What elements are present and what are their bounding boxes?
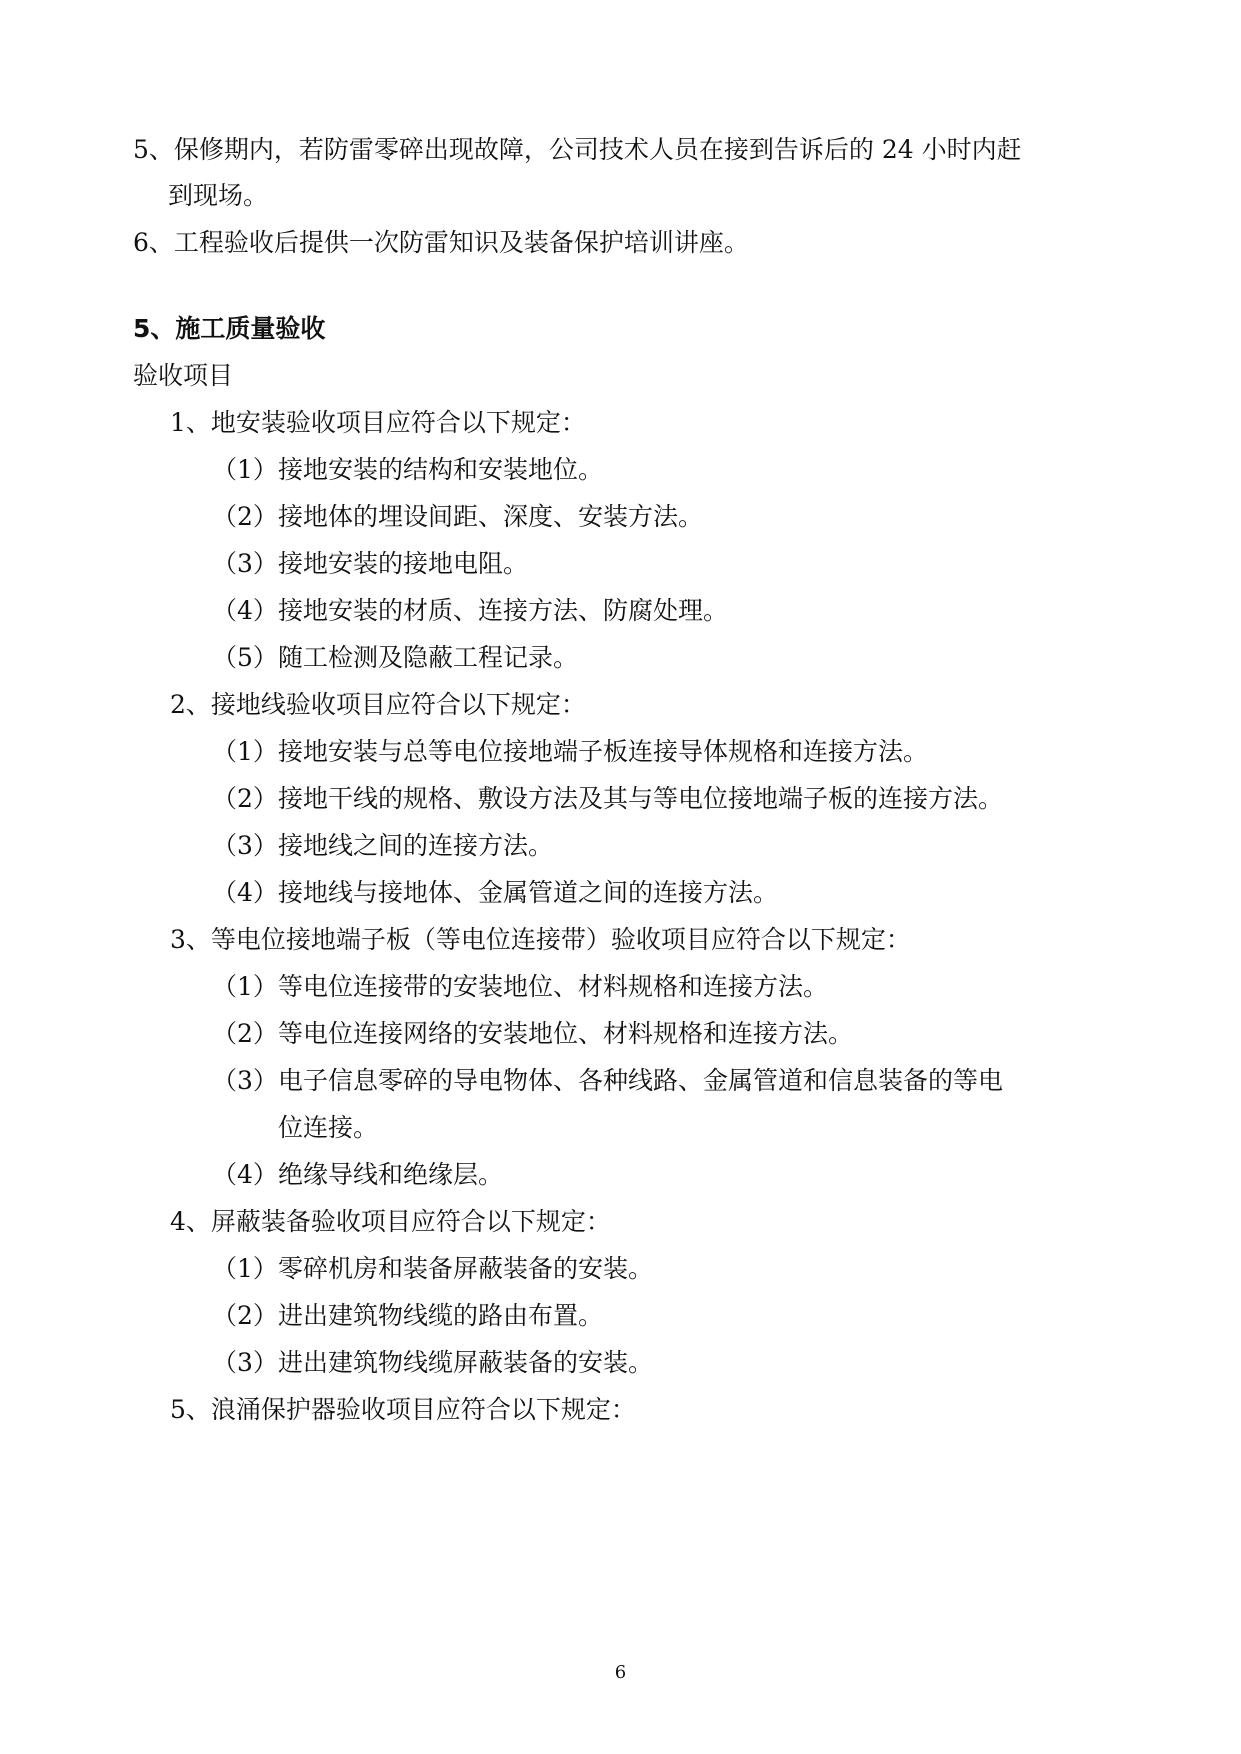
list-item-text: 接地线之间的连接方法。 [278,831,554,860]
list-item [212,1347,653,1379]
list-item-number: （3） [212,1348,278,1377]
list-item [212,454,603,486]
list-item [212,595,728,627]
section-heading: 5、施工质量验收 [133,314,326,343]
list-item [212,1159,503,1191]
list-item-number: （2） [212,502,278,531]
group-title: 3、等电位接地端子板（等电位连接带）验收项目应符合以下规定： [170,925,911,954]
list-item [212,1300,603,1332]
list-item-number: （1） [212,1254,278,1283]
list-item-text: 接地安装的结构和安装地位。 [278,455,604,484]
list-item [212,642,578,674]
list-item [212,971,828,1003]
list-item-number: （2） [212,1019,278,1048]
list-item-number: （1） [212,972,278,1001]
list-item [212,1018,853,1050]
section-subheading: 验收项目 [133,361,234,390]
list-item-text: 进出建筑物线缆屏蔽装备的安装。 [278,1348,654,1377]
list-item-number: （5） [212,643,278,672]
group-title: 1、地安装验收项目应符合以下规定： [170,408,586,437]
list-item-number: （4） [212,1160,278,1189]
list-item-text: 接地安装的接地电阻。 [278,549,529,578]
group-title: 4、屏蔽装备验收项目应符合以下规定： [170,1207,611,1236]
list-item-number: （3） [212,549,278,578]
list-item [212,783,1003,815]
list-item-text: 接地安装与总等电位接地端子板连接导体规格和连接方法。 [278,737,929,766]
group-title: 5、浪涌保护器验收项目应符合以下规定： [170,1395,636,1424]
paragraph-item-5-continued: 到现场。 [168,181,269,210]
list-item-text: 等电位连接带的安装地位、材料规格和连接方法。 [278,972,829,1001]
list-item [212,1065,1003,1097]
list-item [212,877,778,909]
list-item-text: 电子信息零碎的导电物体、各种线路、金属管道和信息装备的等电 [278,1066,1004,1095]
list-item [212,830,553,862]
list-item-text: 接地干线的规格、敷设方法及其与等电位接地端子板的连接方法。 [278,784,1004,813]
list-item-number: （2） [212,1301,278,1330]
list-item-text: 接地线与接地体、金属管道之间的连接方法。 [278,878,779,907]
list-item [212,501,703,533]
list-item-text: 接地体的埋设间距、深度、安装方法。 [278,502,704,531]
paragraph-item-5: 5、保修期内，若防雷零碎出现故障，公司技术人员在接到告诉后的 24 小时内赶 [133,135,1022,164]
group-title: 2、接地线验收项目应符合以下规定： [170,690,586,719]
list-item-number: （3） [212,831,278,860]
list-item-number: （1） [212,737,278,766]
list-item [212,736,928,768]
list-item-number: （3） [212,1066,278,1095]
list-item-number: （1） [212,455,278,484]
list-item-continued: 位连接。 [278,1113,379,1142]
list-item-text: 等电位连接网络的安装地位、材料规格和连接方法。 [278,1019,854,1048]
list-item [212,548,528,580]
paragraph-item-6: 6、工程验收后提供一次防雷知识及装备保护培训讲座。 [133,228,749,257]
list-item-text: 零碎机房和装备屏蔽装备的安装。 [278,1254,654,1283]
list-item-number: （4） [212,596,278,625]
list-item-text: 绝缘导线和绝缘层。 [278,1160,504,1189]
list-item-text: 随工检测及隐蔽工程记录。 [278,643,579,672]
page-number: 6 [614,1662,627,1683]
list-item-text: 进出建筑物线缆的路由布置。 [278,1301,604,1330]
list-item [212,1253,653,1285]
list-item-number: （4） [212,878,278,907]
list-item-text: 接地安装的材质、连接方法、防腐处理。 [278,596,729,625]
list-item-number: （2） [212,784,278,813]
